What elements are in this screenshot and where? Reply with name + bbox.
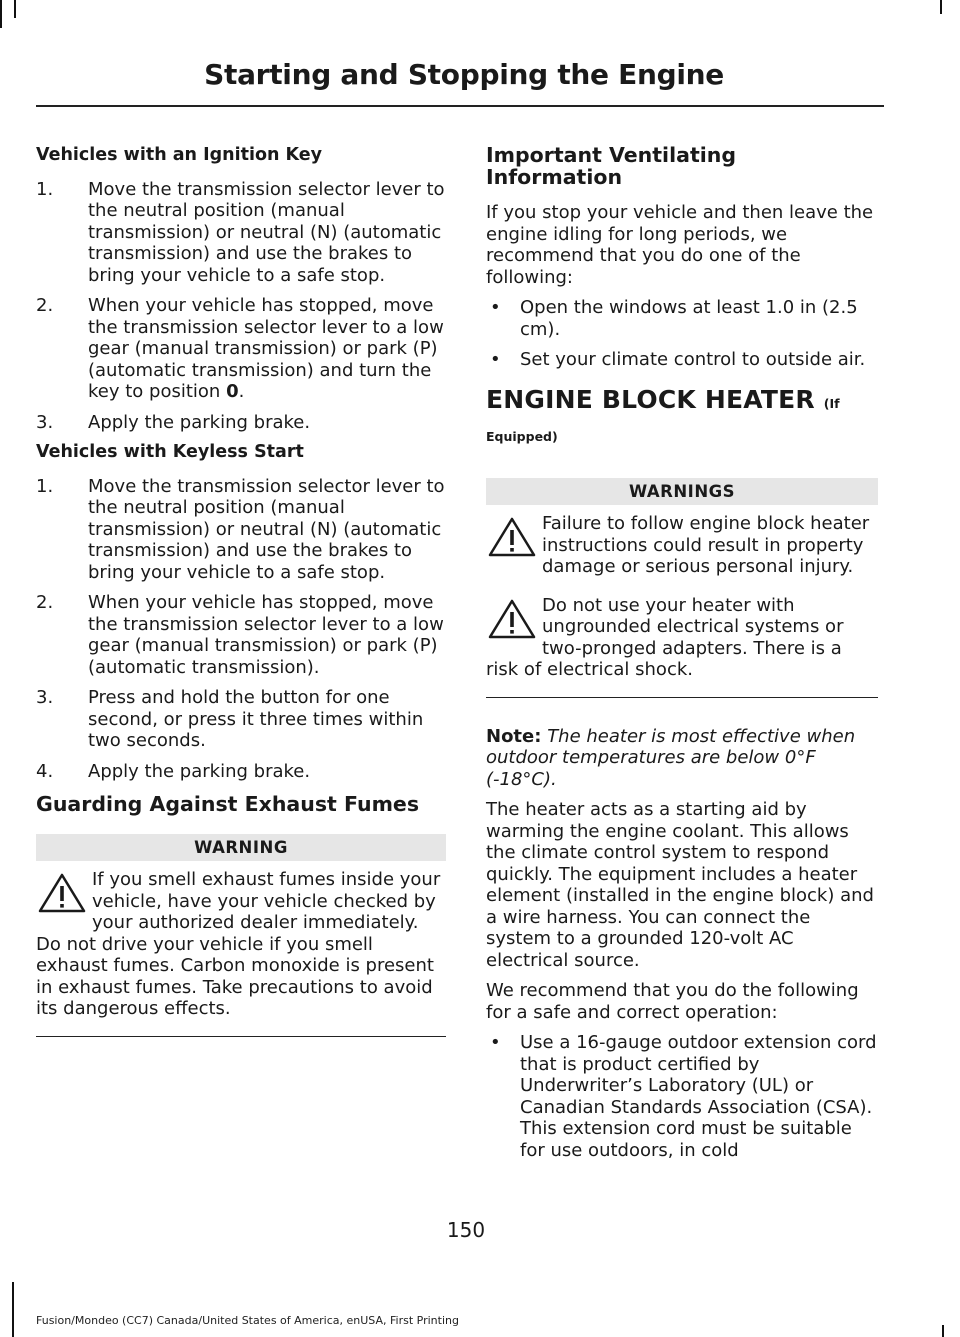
warning-triangle-icon bbox=[486, 597, 538, 641]
paragraph: We recommend that you do the following for a safe and correct operation: bbox=[486, 980, 859, 1023]
warning-triangle-icon bbox=[486, 515, 538, 559]
crop-mark bbox=[942, 1325, 944, 1337]
paragraph: The heater acts as a starting aid by warming the engine coolant. This allows the climate control system to respond quickly. The equipment includes a heater element (installed in the engine block) and a wire harness. You can connect the system to a grounded 120-volt AC electrical source. bbox=[486, 799, 874, 971]
list-item: 1. Move the transmission selector lever to the neutral position (manual transmission) or neutral (N) (automatic transmission) and use the brakes to bring your vehicle to a safe stop. bbox=[36, 178, 445, 286]
list-item: • Set your climate control to outside air. bbox=[486, 349, 878, 371]
list-item: 3. Apply the parking brake. bbox=[36, 411, 311, 433]
footer-text: Fusion/Mondeo (CC7) Canada/United States of America, enUSA, First Printing bbox=[36, 1314, 459, 1327]
list-item: • Use a 16-gauge outdoor extension cord that is product certified by Underwriter’s Laboratory (UL) or Canadian Standards Association (CSA). This extension cord must be suitable for use outdoors, in cold bbox=[486, 1032, 878, 1161]
list-item: 1. Move the transmission selector lever to the neutral position (manual transmission) or neutral (N) (automatic transmission) and use the brakes to bring your vehicle to a safe stop. bbox=[36, 475, 445, 583]
warning-item bbox=[486, 589, 878, 681]
crop-mark bbox=[12, 1282, 14, 1337]
list-item: • Open the windows at least 1.0 in (2.5 cm). bbox=[486, 297, 878, 340]
crop-mark bbox=[940, 0, 942, 14]
keyless-steps bbox=[36, 476, 446, 783]
list-item: 4. Apply the parking brake. bbox=[36, 760, 311, 782]
warning-item bbox=[486, 513, 878, 578]
block-heater-bullets bbox=[486, 1032, 878, 1161]
warning-text: If you smell exhaust fumes inside your vehicle, have your vehicle checked by your authorized dealer immediately. Do not drive your vehicle if you smell exhaust fumes. Carbon monoxide is present in exhaust fumes. Take precautions to avoid its dangerous effects. bbox=[36, 869, 441, 1019]
ignition-steps bbox=[36, 179, 446, 434]
section-heading-tail: Equipped) bbox=[486, 429, 558, 444]
warning-triangle-icon bbox=[36, 871, 88, 915]
ventilating-heading: Important Ventilating Information bbox=[486, 143, 737, 189]
right-column bbox=[486, 145, 878, 1170]
list-item: 2. When your vehicle has stopped, move the transmission selector lever to a low gear (manual transmission) or park (P) (automatic transmission). bbox=[36, 592, 444, 678]
warning-text: Failure to follow engine block heater instructions could result in property damage or serious personal injury. bbox=[542, 513, 870, 577]
crop-mark bbox=[14, 0, 16, 18]
ventilating-bullets bbox=[486, 297, 878, 371]
left-column bbox=[36, 145, 446, 1065]
list-item: 2. When your vehicle has stopped, move the transmission selector lever to a low gear (manual transmission) or park (P) (automatic transmission) and turn the key to position 0. bbox=[36, 295, 444, 402]
divider bbox=[486, 697, 878, 698]
page-title: Starting and Stopping the Engine bbox=[204, 58, 724, 91]
divider bbox=[36, 1036, 446, 1037]
keyless-heading: Vehicles with Keyless Start bbox=[36, 442, 304, 462]
crop-mark bbox=[0, 0, 2, 28]
ventilating-intro: If you stop your vehicle and then leave the engine idling for long periods, we recommend that you do one of the following: bbox=[486, 202, 874, 288]
exhaust-heading: Guarding Against Exhaust Fumes bbox=[36, 792, 420, 816]
page-number: 150 bbox=[446, 1218, 486, 1242]
list-item: 3. Press and hold the button for one second, or press it three times within two seconds. bbox=[36, 687, 424, 751]
warning-banner: WARNING bbox=[36, 834, 446, 862]
ignition-heading: Vehicles with an Ignition Key bbox=[36, 145, 323, 165]
header-rule bbox=[36, 105, 884, 107]
section-heading: ENGINE BLOCK HEATER (If bbox=[486, 384, 840, 414]
note: Note: The heater is most effective when outdoor temperatures are below 0°F (-18°C). bbox=[486, 725, 856, 790]
warning-item bbox=[36, 869, 446, 1020]
warning-text: Do not use your heater with ungrounded electrical systems or two-pronged adapters. There is a risk of electrical shock. bbox=[486, 594, 844, 680]
warnings-banner: WARNINGS bbox=[486, 478, 878, 506]
